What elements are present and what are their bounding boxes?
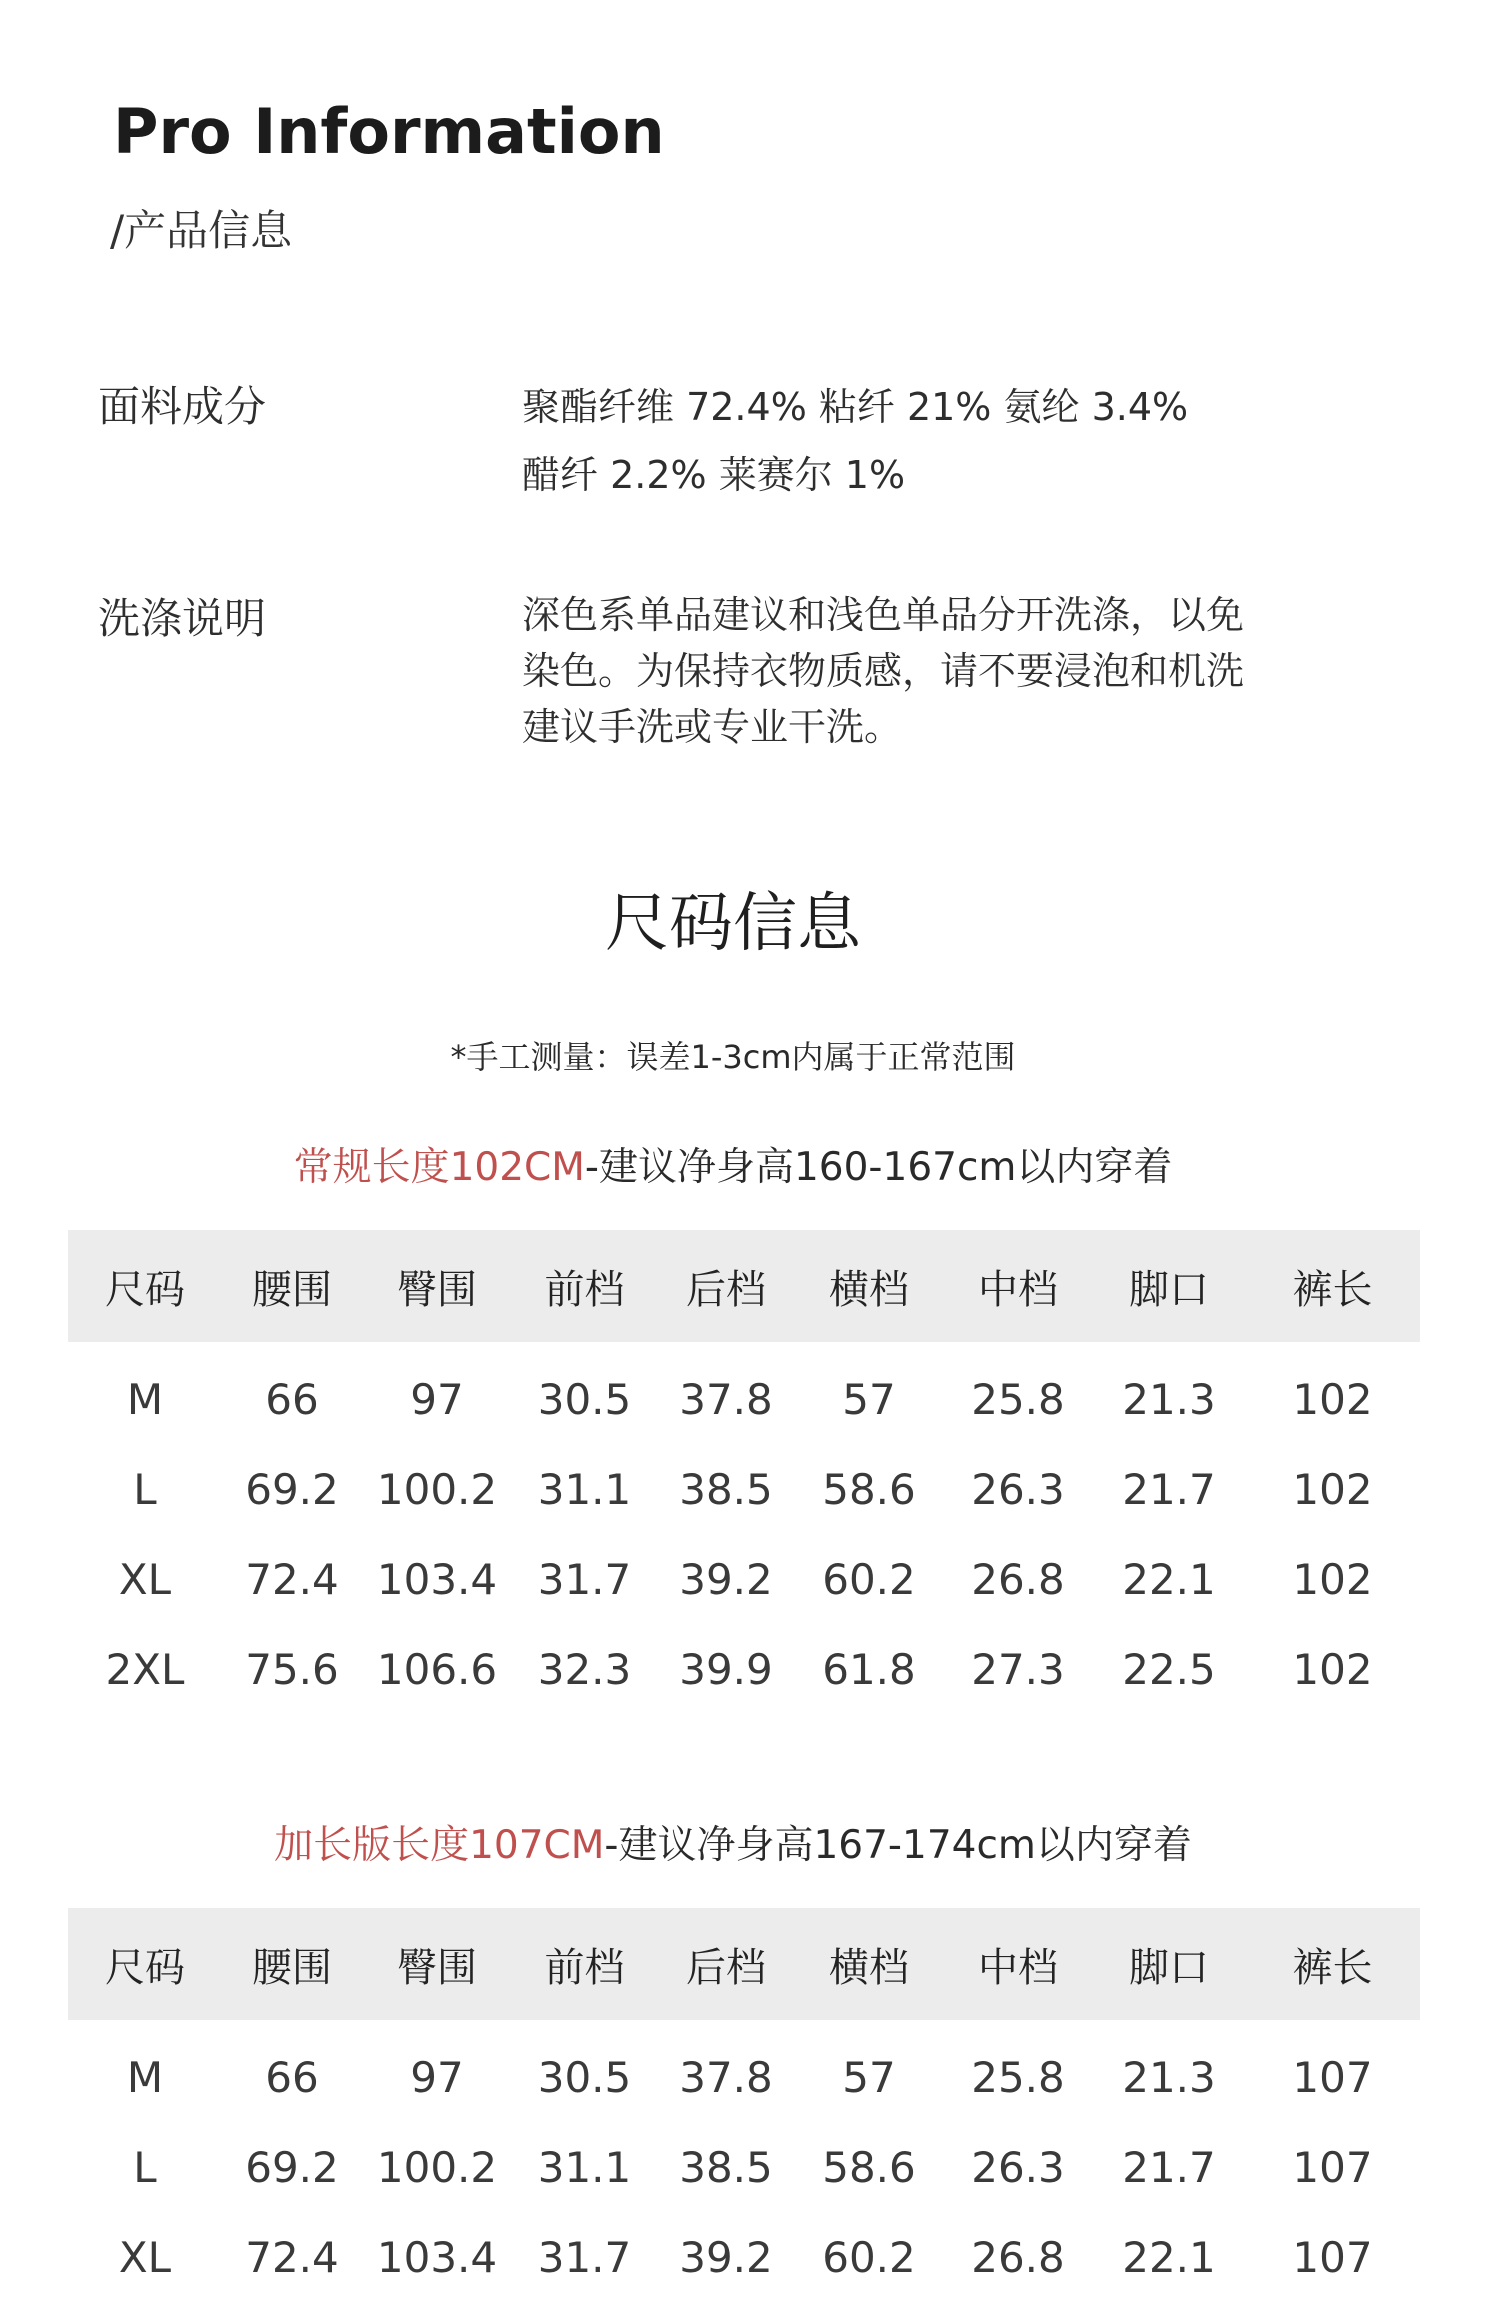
page-subtitle: /产品信息 — [110, 206, 293, 255]
table-cell: 2XL — [105, 1644, 185, 1694]
wash-line: 深色系单品建议和浅色单品分开洗涤，以免 — [522, 593, 1245, 637]
table-cell: 102 — [1292, 1644, 1373, 1694]
table-cell: 37.8 — [679, 1374, 773, 1424]
regular-table-caption — [0, 1136, 1466, 1192]
size-info-title: 尺码信息 — [605, 887, 861, 961]
table-cell: 58.6 — [822, 1464, 916, 1514]
col-header: 腰围 — [222, 1230, 362, 1342]
table-row — [68, 2122, 1420, 2212]
table-cell: 38.5 — [679, 1464, 773, 1514]
col-header: 裤长 — [1245, 1908, 1420, 2020]
regular-height-advice: -建议净身高160-167cm以内穿着 — [584, 1145, 1173, 1190]
table-row — [68, 1342, 1420, 1444]
wash-line: 建议手洗或专业干洗。 — [522, 705, 903, 749]
col-header: 后档 — [657, 1230, 795, 1342]
table-row — [68, 1624, 1420, 1714]
table-cell: 103.4 — [376, 1554, 498, 1604]
table-cell: 69.2 — [245, 2142, 339, 2192]
table-cell: 72.4 — [245, 2232, 339, 2282]
table-cell: 39.2 — [679, 1554, 773, 1604]
table-header-row — [68, 1908, 1420, 2020]
table-cell: 37.8 — [679, 2052, 773, 2102]
table-cell: 21.3 — [1122, 2052, 1216, 2102]
table-cell: 21.7 — [1122, 1464, 1216, 1514]
table-cell: 103.4 — [376, 2232, 498, 2282]
table-cell: 22.1 — [1122, 1554, 1216, 1604]
table-cell: 31.7 — [537, 2232, 632, 2282]
table-cell: 26.8 — [971, 1554, 1065, 1604]
table-cell: 57 — [842, 2052, 896, 2102]
table-cell: 75.6 — [245, 1644, 339, 1694]
table-cell: 107 — [1292, 2142, 1373, 2192]
col-header: 前档 — [512, 1908, 657, 2020]
table-cell: 57 — [842, 1374, 896, 1424]
col-header: 尺码 — [68, 1230, 222, 1342]
table-cell: 72.4 — [245, 1554, 339, 1604]
table-cell: 107 — [1292, 2052, 1373, 2102]
table-row — [68, 2020, 1420, 2122]
wash-value — [522, 584, 1382, 751]
table-row — [68, 1444, 1420, 1534]
table-cell: 58.6 — [822, 2142, 916, 2192]
table-cell: 26.3 — [971, 1464, 1065, 1514]
table-cell: 61.8 — [822, 1644, 916, 1694]
table-cell: 106.6 — [376, 1644, 498, 1694]
table-cell: 32.3 — [537, 1644, 632, 1694]
regular-length-label: 常规长度102CM — [293, 1145, 585, 1190]
table-cell: 26.3 — [971, 2142, 1065, 2192]
col-header: 臀围 — [362, 1908, 512, 2020]
long-height-advice: -建议净身高167-174cm以内穿着 — [604, 1823, 1192, 1868]
table-cell: 102 — [1292, 1554, 1373, 1604]
table-cell: XL — [118, 1554, 172, 1604]
fabric-line: 聚酯纤维 72.4% 粘纤 21% 氨纶 3.4% — [522, 385, 1189, 429]
table-cell: 27.3 — [971, 1644, 1065, 1694]
regular-size-table — [68, 1230, 1420, 1714]
wash-line: 染色。为保持衣物质感，请不要浸泡和机洗 — [522, 649, 1245, 693]
table-cell: 100.2 — [376, 1464, 498, 1514]
col-header: 后档 — [657, 1908, 795, 2020]
table-cell: 100.2 — [376, 2142, 498, 2192]
table-cell: 97 — [410, 1374, 464, 1424]
table-header-row — [68, 1230, 1420, 1342]
col-header: 尺码 — [68, 1908, 222, 2020]
table-cell: 22.1 — [1122, 2232, 1216, 2282]
table-cell: 25.8 — [971, 2052, 1065, 2102]
col-header: 腰围 — [222, 1908, 362, 2020]
col-header: 裤长 — [1245, 1230, 1420, 1342]
table-cell: 107 — [1292, 2232, 1373, 2282]
col-header: 中档 — [943, 1908, 1093, 2020]
col-header: 臀围 — [362, 1230, 512, 1342]
measurement-note: *手工测量：误差1-3cm内属于正常范围 — [450, 1038, 1016, 1076]
table-cell: 60.2 — [822, 2232, 916, 2282]
table-cell: 97 — [410, 2052, 464, 2102]
table-row — [68, 2212, 1420, 2302]
table-cell: 102 — [1292, 1374, 1373, 1424]
table-cell: XL — [118, 2232, 172, 2282]
col-header: 中档 — [943, 1230, 1093, 1342]
table-cell: 39.2 — [679, 2232, 773, 2282]
table-cell: 26.8 — [971, 2232, 1065, 2282]
long-length-label: 加长版长度107CM — [274, 1823, 605, 1868]
table-cell: 31.7 — [537, 1554, 632, 1604]
table-row — [68, 1534, 1420, 1624]
table-cell: 66 — [265, 1374, 319, 1424]
table-cell: M — [126, 1374, 164, 1424]
table-cell: 25.8 — [971, 1374, 1065, 1424]
col-header: 前档 — [512, 1230, 657, 1342]
table-cell: 30.5 — [537, 2052, 632, 2102]
fabric-value — [522, 376, 1382, 499]
long-table-caption — [0, 1814, 1466, 1870]
table-cell: 22.5 — [1122, 1644, 1216, 1694]
table-cell: 69.2 — [245, 1464, 339, 1514]
table-cell: 60.2 — [822, 1554, 916, 1604]
table-cell: L — [133, 1464, 157, 1514]
col-header: 脚口 — [1093, 1230, 1245, 1342]
col-header: 横档 — [795, 1230, 943, 1342]
fabric-label: 面料成分 — [98, 382, 267, 431]
page-title: Pro Information — [113, 95, 665, 168]
col-header: 横档 — [795, 1908, 943, 2020]
table-cell: 21.3 — [1122, 1374, 1216, 1424]
table-cell: L — [133, 2142, 157, 2192]
wash-label: 洗涤说明 — [98, 594, 267, 643]
table-cell: 21.7 — [1122, 2142, 1216, 2192]
table-cell: 31.1 — [537, 2142, 632, 2192]
long-size-table — [68, 1908, 1420, 2302]
table-cell: 38.5 — [679, 2142, 773, 2192]
table-cell: M — [126, 2052, 164, 2102]
table-cell: 30.5 — [537, 1374, 632, 1424]
table-cell: 39.9 — [679, 1644, 773, 1694]
fabric-line: 醋纤 2.2% 莱赛尔 1% — [522, 453, 906, 497]
table-cell: 102 — [1292, 1464, 1373, 1514]
table-cell: 31.1 — [537, 1464, 632, 1514]
table-cell: 66 — [265, 2052, 319, 2102]
col-header: 脚口 — [1093, 1908, 1245, 2020]
